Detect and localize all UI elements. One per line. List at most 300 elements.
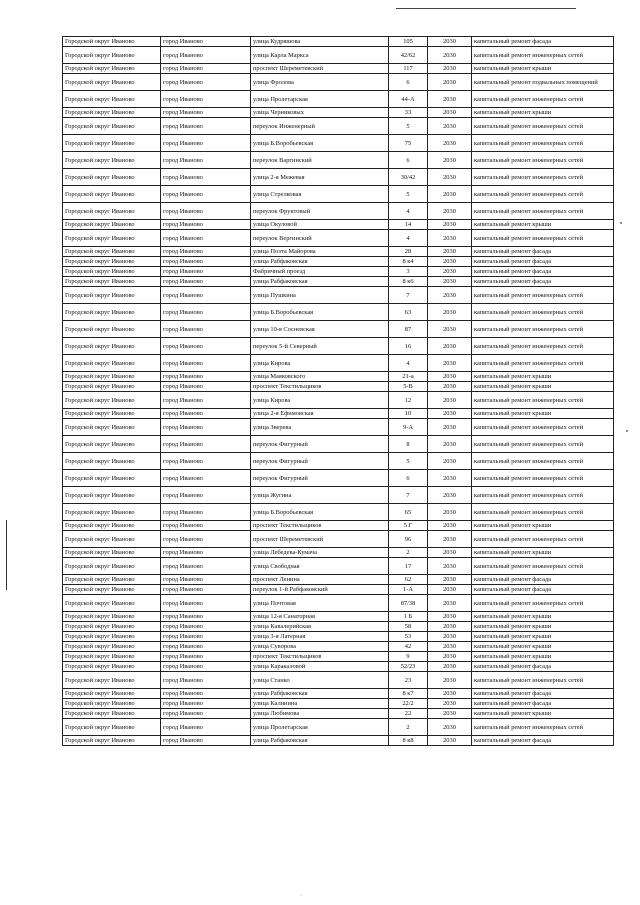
year-cell: 2030 bbox=[428, 470, 472, 487]
house-number-cell: 28 bbox=[389, 247, 428, 257]
street-cell: улица Лебедева-Кумача bbox=[251, 548, 389, 558]
house-number-cell: 1 Б bbox=[389, 612, 428, 622]
table-row bbox=[63, 689, 614, 699]
city-cell: город Иваново bbox=[161, 74, 251, 91]
municipality-cell: Городской округ Иваново bbox=[63, 135, 161, 152]
year-cell: 2030 bbox=[428, 521, 472, 531]
year-cell: 2030 bbox=[428, 652, 472, 662]
house-number-cell: 53 bbox=[389, 632, 428, 642]
work-type-cell: капитальный ремонт инженерных сетей bbox=[472, 304, 614, 321]
street-cell: улица Кудряшова bbox=[251, 37, 389, 47]
work-type-cell: капитальный ремонт крыши bbox=[472, 521, 614, 531]
table-row bbox=[63, 632, 614, 642]
work-type-cell: капитальный ремонт инженерных сетей bbox=[472, 558, 614, 575]
year-cell: 2030 bbox=[428, 662, 472, 672]
municipality-cell: Городской округ Иваново bbox=[63, 304, 161, 321]
house-number-cell: 5 bbox=[389, 186, 428, 203]
work-type-cell: капитальный ремонт инженерных сетей bbox=[472, 487, 614, 504]
table-row bbox=[63, 47, 614, 64]
municipality-cell: Городской округ Иваново bbox=[63, 203, 161, 220]
year-cell: 2030 bbox=[428, 267, 472, 277]
municipality-cell: Городской округ Иваново bbox=[63, 186, 161, 203]
housing-repair-table bbox=[62, 36, 614, 746]
municipality-cell: Городской округ Иваново bbox=[63, 642, 161, 652]
house-number-cell: 2 bbox=[389, 719, 428, 736]
work-type-cell: капитальный ремонт инженерных сетей bbox=[472, 672, 614, 689]
city-cell: город Иваново bbox=[161, 487, 251, 504]
year-cell: 2030 bbox=[428, 672, 472, 689]
municipality-cell: Городской округ Иваново bbox=[63, 436, 161, 453]
city-cell: город Иваново bbox=[161, 152, 251, 169]
year-cell: 2030 bbox=[428, 355, 472, 372]
table-row bbox=[63, 321, 614, 338]
work-type-cell: капитальный ремонт крыши bbox=[472, 64, 614, 74]
year-cell: 2030 bbox=[428, 419, 472, 436]
work-type-cell: капитальный ремонт фасада bbox=[472, 257, 614, 267]
work-type-cell: капитальный ремонт фасада bbox=[472, 736, 614, 746]
city-cell: город Иваново bbox=[161, 470, 251, 487]
house-number-cell: 8 к8 bbox=[389, 736, 428, 746]
table-row bbox=[63, 203, 614, 220]
year-cell: 2030 bbox=[428, 135, 472, 152]
municipality-cell: Городской округ Иваново bbox=[63, 419, 161, 436]
table-row bbox=[63, 267, 614, 277]
year-cell: 2030 bbox=[428, 632, 472, 642]
year-cell: 2030 bbox=[428, 382, 472, 392]
year-cell: 2030 bbox=[428, 504, 472, 521]
city-cell: город Иваново bbox=[161, 47, 251, 64]
municipality-cell: Городской округ Иваново bbox=[63, 453, 161, 470]
city-cell: город Иваново bbox=[161, 672, 251, 689]
city-cell: город Иваново bbox=[161, 719, 251, 736]
street-cell: улица Кавалерийская bbox=[251, 622, 389, 632]
municipality-cell: Городской округ Иваново bbox=[63, 91, 161, 108]
municipality-cell: Городской округ Иваново bbox=[63, 662, 161, 672]
street-cell: улица Б.Воробьевская bbox=[251, 135, 389, 152]
work-type-cell: капитальный ремонт фасада bbox=[472, 37, 614, 47]
work-type-cell: капитальный ремонт инженерных сетей bbox=[472, 230, 614, 247]
city-cell: город Иваново bbox=[161, 287, 251, 304]
municipality-cell: Городской округ Иваново bbox=[63, 382, 161, 392]
table-row bbox=[63, 287, 614, 304]
municipality-cell: Городской округ Иваново bbox=[63, 230, 161, 247]
year-cell: 2030 bbox=[428, 372, 472, 382]
work-type-cell: капитальный ремонт инженерных сетей bbox=[472, 169, 614, 186]
house-number-cell: 44-А bbox=[389, 91, 428, 108]
city-cell: город Иваново bbox=[161, 277, 251, 287]
street-cell: переулок Фруктовый bbox=[251, 203, 389, 220]
year-cell: 2030 bbox=[428, 247, 472, 257]
year-cell: 2030 bbox=[428, 287, 472, 304]
house-number-cell: 22/2 bbox=[389, 699, 428, 709]
house-number-cell: 6 bbox=[389, 470, 428, 487]
street-cell: улица Рабфаковская bbox=[251, 257, 389, 267]
house-number-cell: 42 bbox=[389, 642, 428, 652]
house-number-cell: 75 bbox=[389, 135, 428, 152]
house-number-cell: 6 bbox=[389, 74, 428, 91]
street-cell: улица Рабфаковская bbox=[251, 277, 389, 287]
house-number-cell: 7 bbox=[389, 287, 428, 304]
municipality-cell: Городской округ Иваново bbox=[63, 632, 161, 642]
work-type-cell: капитальный ремонт фасада bbox=[472, 699, 614, 709]
city-cell: город Иваново bbox=[161, 304, 251, 321]
work-type-cell: капитальный ремонт крыши bbox=[472, 632, 614, 642]
year-cell: 2030 bbox=[428, 169, 472, 186]
city-cell: город Иваново bbox=[161, 64, 251, 74]
city-cell: город Иваново bbox=[161, 632, 251, 642]
year-cell: 2030 bbox=[428, 91, 472, 108]
street-cell: улица Поэта Майорова bbox=[251, 247, 389, 257]
year-cell: 2030 bbox=[428, 709, 472, 719]
table-row bbox=[63, 719, 614, 736]
street-cell: улица Рабфаковская bbox=[251, 736, 389, 746]
municipality-cell: Городской округ Иваново bbox=[63, 736, 161, 746]
year-cell: 2030 bbox=[428, 622, 472, 632]
year-cell: 2030 bbox=[428, 736, 472, 746]
house-number-cell: 4 bbox=[389, 230, 428, 247]
table-row bbox=[63, 612, 614, 622]
table-row bbox=[63, 487, 614, 504]
municipality-cell: Городской округ Иваново bbox=[63, 277, 161, 287]
city-cell: город Иваново bbox=[161, 91, 251, 108]
year-cell: 2030 bbox=[428, 152, 472, 169]
municipality-cell: Городской округ Иваново bbox=[63, 355, 161, 372]
table-body bbox=[63, 37, 614, 746]
city-cell: город Иваново bbox=[161, 338, 251, 355]
work-type-cell: капитальный ремонт инженерных сетей bbox=[472, 355, 614, 372]
table-row bbox=[63, 338, 614, 355]
city-cell: город Иваново bbox=[161, 531, 251, 548]
house-number-cell: 96 bbox=[389, 531, 428, 548]
work-type-cell: капитальный ремонт крыши bbox=[472, 409, 614, 419]
house-number-cell: 22 bbox=[389, 709, 428, 719]
year-cell: 2030 bbox=[428, 74, 472, 91]
city-cell: город Иваново bbox=[161, 548, 251, 558]
work-type-cell: капитальный ремонт инженерных сетей bbox=[472, 203, 614, 220]
street-cell: переулок Фигурный bbox=[251, 470, 389, 487]
municipality-cell: Городской округ Иваново bbox=[63, 409, 161, 419]
year-cell: 2030 bbox=[428, 257, 472, 267]
street-cell: улица Пушкина bbox=[251, 287, 389, 304]
work-type-cell: капитальный ремонт фасада bbox=[472, 267, 614, 277]
municipality-cell: Городской округ Иваново bbox=[63, 372, 161, 382]
work-type-cell: капитальный ремонт фасада bbox=[472, 662, 614, 672]
house-number-cell: 87/38 bbox=[389, 595, 428, 612]
city-cell: город Иваново bbox=[161, 186, 251, 203]
table-row bbox=[63, 230, 614, 247]
municipality-cell: Городской округ Иваново bbox=[63, 220, 161, 230]
work-type-cell: капитальный ремонт инженерных сетей bbox=[472, 91, 614, 108]
work-type-cell: капитальный ремонт крыши bbox=[472, 652, 614, 662]
street-cell: проспект Текстильщиков bbox=[251, 382, 389, 392]
street-cell: переулок Фигурный bbox=[251, 453, 389, 470]
city-cell: город Иваново bbox=[161, 247, 251, 257]
municipality-cell: Городской округ Иваново bbox=[63, 719, 161, 736]
house-number-cell: 4 bbox=[389, 203, 428, 220]
house-number-cell: 12 bbox=[389, 392, 428, 409]
street-cell: проспект Шереметевский bbox=[251, 531, 389, 548]
municipality-cell: Городской округ Иваново bbox=[63, 612, 161, 622]
table-row bbox=[63, 74, 614, 91]
table-row bbox=[63, 672, 614, 689]
street-cell: Фабричный проезд bbox=[251, 267, 389, 277]
municipality-cell: Городской округ Иваново bbox=[63, 321, 161, 338]
house-number-cell: 62 bbox=[389, 575, 428, 585]
city-cell: город Иваново bbox=[161, 419, 251, 436]
house-number-cell: 8 к4 bbox=[389, 257, 428, 267]
house-number-cell: 87 bbox=[389, 321, 428, 338]
municipality-cell: Городской округ Иваново bbox=[63, 622, 161, 632]
table-row bbox=[63, 186, 614, 203]
municipality-cell: Городской округ Иваново bbox=[63, 64, 161, 74]
municipality-cell: Городской округ Иваново bbox=[63, 118, 161, 135]
street-cell: улица Калинина bbox=[251, 699, 389, 709]
house-number-cell: 5 bbox=[389, 453, 428, 470]
city-cell: город Иваново bbox=[161, 662, 251, 672]
work-type-cell: капитальный ремонт крыши bbox=[472, 709, 614, 719]
table-row bbox=[63, 736, 614, 746]
scan-speck bbox=[620, 222, 622, 224]
table-row bbox=[63, 64, 614, 74]
table-row bbox=[63, 277, 614, 287]
city-cell: город Иваново bbox=[161, 230, 251, 247]
table-row bbox=[63, 699, 614, 709]
table-row bbox=[63, 575, 614, 585]
street-cell: улица Кирова bbox=[251, 392, 389, 409]
municipality-cell: Городской округ Иваново bbox=[63, 257, 161, 267]
house-number-cell: 10 bbox=[389, 409, 428, 419]
work-type-cell: капитальный ремонт фасада bbox=[472, 575, 614, 585]
table-row bbox=[63, 355, 614, 372]
municipality-cell: Городской округ Иваново bbox=[63, 504, 161, 521]
municipality-cell: Городской округ Иваново bbox=[63, 595, 161, 612]
house-number-cell: 5-В bbox=[389, 382, 428, 392]
year-cell: 2030 bbox=[428, 321, 472, 338]
city-cell: город Иваново bbox=[161, 689, 251, 699]
street-cell: улица Окуловой bbox=[251, 220, 389, 230]
municipality-cell: Городской округ Иваново bbox=[63, 267, 161, 277]
work-type-cell: капитальный ремонт инженерных сетей bbox=[472, 118, 614, 135]
municipality-cell: Городской округ Иваново bbox=[63, 338, 161, 355]
street-cell: улица Карла Маркса bbox=[251, 47, 389, 64]
house-number-cell: 5 Г bbox=[389, 521, 428, 531]
work-type-cell: капитальный ремонт инженерных сетей bbox=[472, 392, 614, 409]
city-cell: город Иваново bbox=[161, 37, 251, 47]
city-cell: город Иваново bbox=[161, 575, 251, 585]
year-cell: 2030 bbox=[428, 37, 472, 47]
house-number-cell: 58 bbox=[389, 622, 428, 632]
work-type-cell: капитальный ремонт фасада bbox=[472, 277, 614, 287]
table-row bbox=[63, 419, 614, 436]
year-cell: 2030 bbox=[428, 230, 472, 247]
municipality-cell: Городской округ Иваново bbox=[63, 521, 161, 531]
year-cell: 2030 bbox=[428, 719, 472, 736]
year-cell: 2030 bbox=[428, 304, 472, 321]
street-cell: улица Станко bbox=[251, 672, 389, 689]
work-type-cell: капитальный ремонт инженерных сетей bbox=[472, 321, 614, 338]
house-number-cell: 1-А bbox=[389, 585, 428, 595]
street-cell: улица Любимова bbox=[251, 709, 389, 719]
year-cell: 2030 bbox=[428, 585, 472, 595]
municipality-cell: Городской округ Иваново bbox=[63, 548, 161, 558]
house-number-cell: 5 bbox=[389, 118, 428, 135]
table-row bbox=[63, 409, 614, 419]
work-type-cell: капитальный ремонт крыши bbox=[472, 108, 614, 118]
street-cell: проспект Текстильщиков bbox=[251, 521, 389, 531]
work-type-cell: капитальный ремонт подвальных помещений bbox=[472, 74, 614, 91]
house-number-cell: 33 bbox=[389, 108, 428, 118]
table-row bbox=[63, 521, 614, 531]
table-row bbox=[63, 531, 614, 548]
scan-speck bbox=[626, 430, 628, 432]
year-cell: 2030 bbox=[428, 487, 472, 504]
street-cell: проспект Ленина bbox=[251, 575, 389, 585]
municipality-cell: Городской округ Иваново bbox=[63, 47, 161, 64]
table-row bbox=[63, 108, 614, 118]
work-type-cell: капитальный ремонт фасада bbox=[472, 689, 614, 699]
year-cell: 2030 bbox=[428, 220, 472, 230]
municipality-cell: Городской округ Иваново bbox=[63, 709, 161, 719]
table-row bbox=[63, 585, 614, 595]
house-number-cell: 65 bbox=[389, 504, 428, 521]
table-row bbox=[63, 558, 614, 575]
year-cell: 2030 bbox=[428, 47, 472, 64]
house-number-cell: 9-А bbox=[389, 419, 428, 436]
work-type-cell: капитальный ремонт инженерных сетей bbox=[472, 186, 614, 203]
street-cell: улица Рабфаковская bbox=[251, 689, 389, 699]
year-cell: 2030 bbox=[428, 558, 472, 575]
city-cell: город Иваново bbox=[161, 595, 251, 612]
table-row bbox=[63, 91, 614, 108]
table-row bbox=[63, 470, 614, 487]
year-cell: 2030 bbox=[428, 453, 472, 470]
table-row bbox=[63, 652, 614, 662]
municipality-cell: Городской округ Иваново bbox=[63, 470, 161, 487]
street-cell: улица Фролова bbox=[251, 74, 389, 91]
work-type-cell: капитальный ремонт инженерных сетей bbox=[472, 531, 614, 548]
work-type-cell: капитальный ремонт инженерных сетей bbox=[472, 436, 614, 453]
municipality-cell: Городской округ Иваново bbox=[63, 287, 161, 304]
city-cell: город Иваново bbox=[161, 108, 251, 118]
street-cell: улица 2-я Ефимовская bbox=[251, 409, 389, 419]
city-cell: город Иваново bbox=[161, 392, 251, 409]
municipality-cell: Городской округ Иваново bbox=[63, 392, 161, 409]
street-cell: проспект Текстильщиков bbox=[251, 652, 389, 662]
header-rule bbox=[396, 8, 576, 9]
street-cell: улица Свободная bbox=[251, 558, 389, 575]
year-cell: 2030 bbox=[428, 531, 472, 548]
street-cell: улица Маяковского bbox=[251, 372, 389, 382]
table-row bbox=[63, 372, 614, 382]
street-cell: улица 12-я Санаторная bbox=[251, 612, 389, 622]
footer-mark: · bbox=[300, 893, 302, 899]
municipality-cell: Городской округ Иваново bbox=[63, 487, 161, 504]
city-cell: город Иваново bbox=[161, 355, 251, 372]
city-cell: город Иваново bbox=[161, 504, 251, 521]
street-cell: улица Жугина bbox=[251, 487, 389, 504]
house-number-cell: 23 bbox=[389, 672, 428, 689]
city-cell: город Иваново bbox=[161, 203, 251, 220]
city-cell: город Иваново bbox=[161, 709, 251, 719]
table-row bbox=[63, 548, 614, 558]
street-cell: улица Пролетарская bbox=[251, 91, 389, 108]
street-cell: улица Зверева bbox=[251, 419, 389, 436]
year-cell: 2030 bbox=[428, 575, 472, 585]
table-row bbox=[63, 37, 614, 47]
table-row bbox=[63, 642, 614, 652]
table-row bbox=[63, 382, 614, 392]
municipality-cell: Городской округ Иваново bbox=[63, 531, 161, 548]
table-row bbox=[63, 152, 614, 169]
work-type-cell: капитальный ремонт крыши bbox=[472, 382, 614, 392]
table-row bbox=[63, 304, 614, 321]
table-row bbox=[63, 220, 614, 230]
house-number-cell: 8 к7 bbox=[389, 689, 428, 699]
city-cell: город Иваново bbox=[161, 409, 251, 419]
year-cell: 2030 bbox=[428, 612, 472, 622]
year-cell: 2030 bbox=[428, 595, 472, 612]
house-number-cell: 117 bbox=[389, 64, 428, 74]
year-cell: 2030 bbox=[428, 203, 472, 220]
year-cell: 2030 bbox=[428, 118, 472, 135]
municipality-cell: Городской округ Иваново bbox=[63, 558, 161, 575]
street-cell: переулок Варгинский bbox=[251, 152, 389, 169]
municipality-cell: Городской округ Иваново bbox=[63, 575, 161, 585]
street-cell: переулок Вергинский bbox=[251, 230, 389, 247]
city-cell: город Иваново bbox=[161, 220, 251, 230]
city-cell: город Иваново bbox=[161, 169, 251, 186]
house-number-cell: 42/62 bbox=[389, 47, 428, 64]
table-row bbox=[63, 504, 614, 521]
work-type-cell: капитальный ремонт крыши bbox=[472, 622, 614, 632]
city-cell: город Иваново bbox=[161, 118, 251, 135]
house-number-cell: 52/23 bbox=[389, 662, 428, 672]
street-cell: улица Стрелковая bbox=[251, 186, 389, 203]
work-type-cell: капитальный ремонт крыши bbox=[472, 642, 614, 652]
house-number-cell: 6 bbox=[389, 152, 428, 169]
table-row bbox=[63, 595, 614, 612]
house-number-cell: 63 bbox=[389, 304, 428, 321]
city-cell: город Иваново bbox=[161, 521, 251, 531]
municipality-cell: Городской округ Иваново bbox=[63, 169, 161, 186]
work-type-cell: капитальный ремонт фасада bbox=[472, 247, 614, 257]
city-cell: город Иваново bbox=[161, 652, 251, 662]
house-number-cell: 8 к6 bbox=[389, 277, 428, 287]
street-cell: улица Каракаловой bbox=[251, 662, 389, 672]
year-cell: 2030 bbox=[428, 699, 472, 709]
street-cell: улица Б.Воробьевская bbox=[251, 304, 389, 321]
house-number-cell: 8 bbox=[389, 436, 428, 453]
work-type-cell: капитальный ремонт инженерных сетей bbox=[472, 152, 614, 169]
house-number-cell: 7 bbox=[389, 487, 428, 504]
table-row bbox=[63, 436, 614, 453]
year-cell: 2030 bbox=[428, 186, 472, 203]
city-cell: город Иваново bbox=[161, 135, 251, 152]
street-cell: улица Почтовая bbox=[251, 595, 389, 612]
house-number-cell: 9 bbox=[389, 652, 428, 662]
street-cell: переулок Инженерный bbox=[251, 118, 389, 135]
house-number-cell: 17 bbox=[389, 558, 428, 575]
work-type-cell: капитальный ремонт фасада bbox=[472, 585, 614, 595]
table-row bbox=[63, 118, 614, 135]
street-cell: переулок 5-й Северный bbox=[251, 338, 389, 355]
margin-scan-mark bbox=[6, 520, 7, 590]
house-number-cell: 16 bbox=[389, 338, 428, 355]
work-type-cell: капитальный ремонт инженерных сетей bbox=[472, 719, 614, 736]
year-cell: 2030 bbox=[428, 108, 472, 118]
table-row bbox=[63, 392, 614, 409]
work-type-cell: капитальный ремонт крыши bbox=[472, 220, 614, 230]
